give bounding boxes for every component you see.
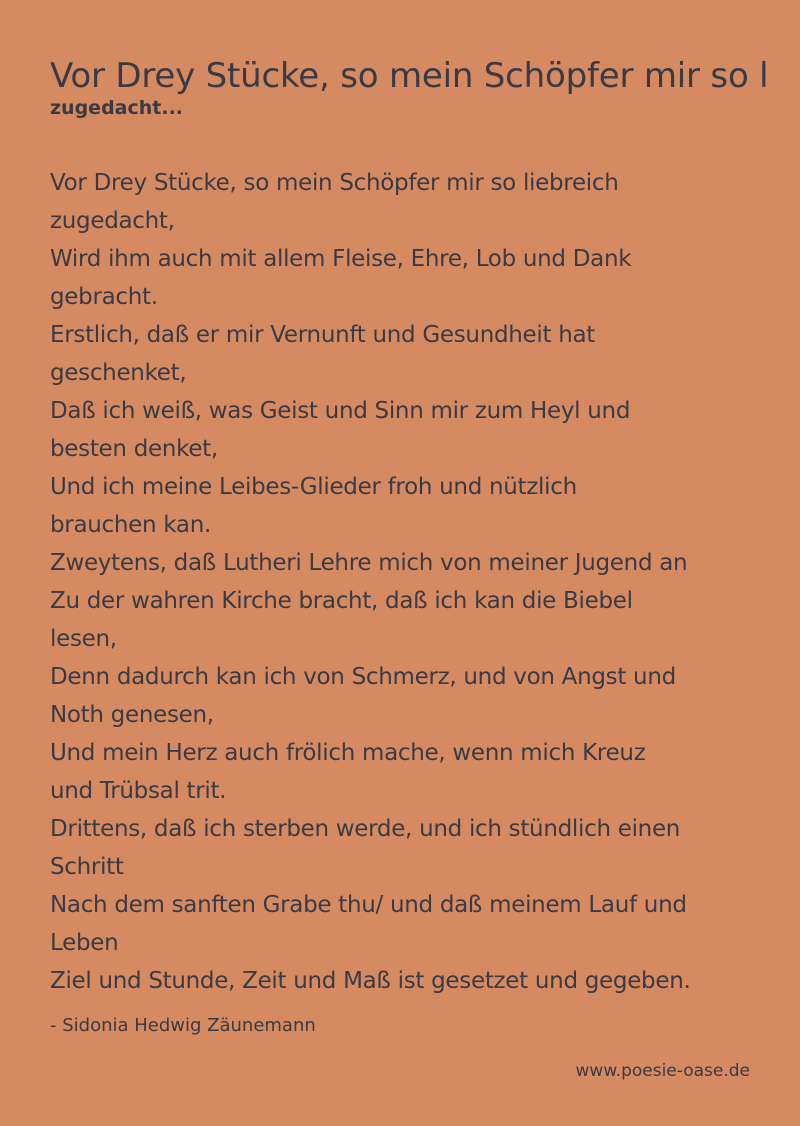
poem-line: lesen, xyxy=(50,626,117,652)
poem-line: Ziel und Stunde, Zeit und Maß ist gesetzet und gegeben. xyxy=(50,968,691,994)
poem-line: brauchen kan. xyxy=(50,512,211,538)
poem-line: Drittens, daß ich sterben werde, und ich stündlich einen xyxy=(50,816,681,842)
poem-line: Vor Drey Stücke, so mein Schöpfer mir so liebreich xyxy=(50,170,619,196)
poem-line: Erstlich, daß er mir Vernunft und Gesundheit hat xyxy=(50,322,596,348)
website-url: www.poesie-oase.de xyxy=(575,1061,750,1081)
poem-line: Daß ich weiß, was Geist und Sinn mir zum Heyl und xyxy=(50,398,631,424)
poem-line: Nach dem sanften Grabe thu/ und daß meinem Lauf und xyxy=(50,892,687,918)
poem-line: gebracht. xyxy=(50,284,158,310)
poem-line: Und ich meine Leibes-Glieder froh und nützlich xyxy=(50,474,577,500)
poem-line: Noth genesen, xyxy=(50,702,214,728)
poem-line: Schritt xyxy=(50,854,124,880)
poem-line: und Trübsal trit. xyxy=(50,778,227,804)
poem-line: Leben xyxy=(50,930,119,956)
poem-line: geschenket, xyxy=(50,360,187,386)
poem-line: Zweytens, daß Lutheri Lehre mich von meiner Jugend an xyxy=(50,550,688,576)
poem-line: Und mein Herz auch frölich mache, wenn mich Kreuz xyxy=(50,740,646,766)
poem-line: Wird ihm auch mit allem Fleise, Ehre, Lob und Dank xyxy=(50,246,632,272)
poem-line: Denn dadurch kan ich von Schmerz, und von Angst und xyxy=(50,664,676,690)
poem-line: zugedacht, xyxy=(50,208,175,234)
poem-title: Vor Drey Stücke, so mein Schöpfer mir so l xyxy=(50,56,769,96)
poem-body xyxy=(50,164,770,1000)
poem-line: Zu der wahren Kirche bracht, daß ich kan die Biebel xyxy=(50,588,633,614)
poem-author: - Sidonia Hedwig Zäunemann xyxy=(50,1015,316,1036)
poem-title-continuation: zugedacht... xyxy=(50,97,184,119)
poem-line: besten denket, xyxy=(50,436,218,462)
